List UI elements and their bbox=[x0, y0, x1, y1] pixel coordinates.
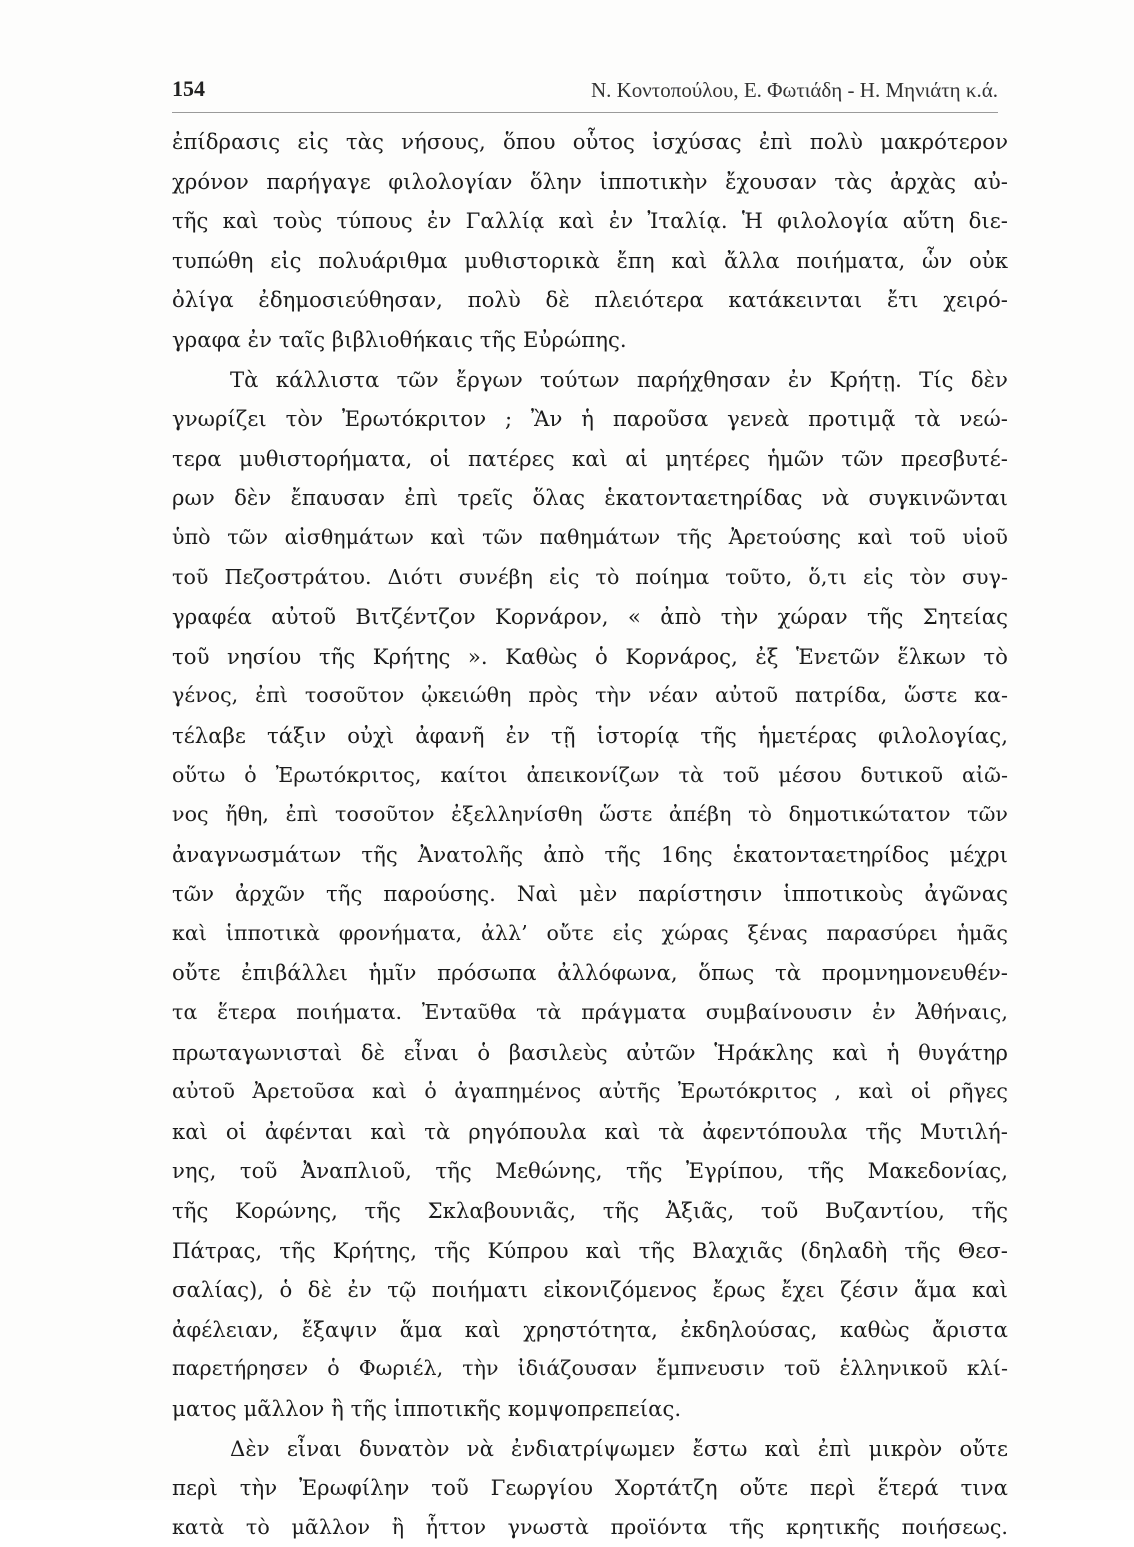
text-line: νης, τοῦ Ἀναπλιοῦ, τῆς Μεθώνης, τῆς Ἐγρίπου, τῆς Μακεδονίας, bbox=[172, 1158, 1008, 1184]
text-line: ἀναγνωσμάτων τῆς Ἀνατολῆς ἀπὸ τῆς 16ης ἑκατονταετηρίδος μέχρι bbox=[172, 841, 1008, 867]
text-line: γνωρίζει τὸν Ἐρωτόκριτον ; Ἂν ἡ παροῦσα γενεὰ προτιμᾷ τὰ νεώ- bbox=[172, 406, 1008, 432]
running-title: Ν. Κοντοπούλου, Ε. Φωτιάδη - Η. Μηνιάτη κ.ά. bbox=[590, 78, 998, 102]
text-line: τῶν ἀρχῶν τῆς παρούσης. Ναὶ μὲν παρίστησιν ἱπποτικοὺς ἀγῶνας bbox=[172, 881, 1008, 907]
text-line: τέλαβε τάξιν οὐχὶ ἀφανῆ ἐν τῇ ἱστορίᾳ τῆς ἡμετέρας φιλολογίας, bbox=[172, 722, 1008, 748]
text-line: περὶ τὴν Ἐρωφίλην τοῦ Γεωργίου Χορτάτζη οὔτε περὶ ἕτερά τινα bbox=[172, 1475, 1008, 1501]
text-line: γραφα ἐν ταῖς βιβλιοθήκαις τῆς Εὐρώπης. bbox=[172, 326, 627, 352]
text-line: Πάτρας, τῆς Κρήτης, τῆς Κύπρου καὶ τῆς Βλαχιᾶς (δηλαδὴ τῆς Θεσ- bbox=[172, 1237, 1008, 1263]
text-line: ματος μᾶλλον ἢ τῆς ἱπποτικῆς κομψοπρεπείας. bbox=[172, 1396, 682, 1421]
body-text bbox=[172, 122, 1008, 1547]
paragraph-start-line: Τὰ κάλλιστα τῶν ἔργων τούτων παρήχθησαν ἐν Κρήτῃ. Τίς δὲν bbox=[230, 366, 1008, 392]
text-line: τῆς Κορώνης, τῆς Σκλαβουνιᾶς, τῆς Ἀξιᾶς, τοῦ Βυζαντίου, τῆς bbox=[172, 1198, 1008, 1224]
text-line: καὶ ἱπποτικὰ φρονήματα, ἀλλ’ οὔτε εἰς χώρας ξένας παρασύρει ἡμᾶς bbox=[172, 920, 1008, 945]
text-line: ἀφέλειαν, ἔξαψιν ἅμα καὶ χρηστότητα, ἐκδηλούσας, καθὼς ἄριστα bbox=[172, 1316, 1008, 1342]
text-line: ὑπὸ τῶν αἰσθημάτων καὶ τῶν παθημάτων τῆς Ἀρετούσης καὶ τοῦ υἱοῦ bbox=[172, 524, 1008, 549]
text-line: ἐπίδρασις εἰς τὰς νήσους, ὅπου οὗτος ἰσχύσας ἐπὶ πολὺ μακρότερον bbox=[172, 129, 1008, 154]
text-line: καὶ οἱ ἀφένται καὶ τὰ ρηγόπουλα καὶ τὰ ἀφεντόπουλα τῆς Μυτιλή- bbox=[172, 1118, 1008, 1144]
text-line: ρων δὲν ἔπαυσαν ἐπὶ τρεῖς ὅλας ἑκατονταετηρίδας νὰ συγκινῶνται bbox=[172, 485, 1008, 511]
text-line: τερα μυθιστορήματα, οἱ πατέρες καὶ αἱ μητέρες ἡμῶν τῶν πρεσβυτέ- bbox=[172, 445, 1008, 471]
text-line: οὕτω ὁ Ἐρωτόκριτος, καίτοι ἀπεικονίζων τὰ τοῦ μέσου δυτικοῦ αἰῶ- bbox=[172, 762, 1008, 787]
text-line: πρωταγωνισταὶ δὲ εἶναι ὁ βασιλεὺς αὐτῶν Ἡράκλης καὶ ἡ θυγάτηρ bbox=[172, 1039, 1008, 1065]
text-line: σαλίας), ὁ δὲ ἐν τῷ ποιήματι εἰκονιζόμενος ἔρως ἔχει ζέσιν ἅμα καὶ bbox=[172, 1277, 1008, 1303]
text-line: οὔτε ἐπιβάλλει ἡμῖν πρόσωπα ἀλλόφωνα, ὅπως τὰ προμνημονευθέν- bbox=[172, 960, 1008, 986]
text-line: γραφέα αὐτοῦ Βιτζέντζον Κορνάρον, « ἀπὸ τὴν χώραν τῆς Σητείας bbox=[172, 604, 1008, 630]
text-line: χρόνον παρήγαγε φιλολογίαν ὅλην ἱπποτικὴν ἔχουσαν τὰς ἀρχὰς αὐ- bbox=[172, 168, 1008, 194]
text-line: τοῦ Πεζοστράτου. Διότι συνέβη εἰς τὸ ποίημα τοῦτο, ὅ,τι εἰς τὸν συγ- bbox=[172, 564, 1008, 589]
text-line: παρετήρησεν ὁ Φωριέλ, τὴν ἰδιάζουσαν ἔμπνευσιν τοῦ ἑλληνικοῦ κλί- bbox=[172, 1356, 1008, 1381]
running-head bbox=[172, 76, 998, 113]
paragraph-start-line: Δὲν εἶναι δυνατὸν νὰ ἐνδιατρίψωμεν ἔστω καὶ ἐπὶ μικρὸν οὔτε bbox=[230, 1435, 1008, 1461]
text-line: τα ἕτερα ποιήματα. Ἐνταῦθα τὰ πράγματα συμβαίνουσιν ἐν Ἀθήναις, bbox=[172, 1000, 1008, 1025]
text-line: τοῦ νησίου τῆς Κρήτης ». Καθὼς ὁ Κορνάρος, ἐξ Ἑνετῶν ἕλκων τὸ bbox=[172, 643, 1008, 669]
text-line: κατὰ τὸ μᾶλλον ἢ ἧττον γνωστὰ προϊόντα τῆς κρητικῆς ποιήσεως. bbox=[172, 1514, 1008, 1539]
text-line: αὐτοῦ Ἀρετοῦσα καὶ ὁ ἀγαπημένος αὐτῆς Ἐρωτόκριτος , καὶ οἱ ρῆγες bbox=[172, 1079, 1008, 1104]
text-line: ὀλίγα ἐδημοσιεύθησαν, πολὺ δὲ πλειότερα κατάκεινται ἔτι χειρό- bbox=[172, 287, 1008, 313]
text-line: νος ἤθη, ἐπὶ τοσοῦτον ἐξελληνίσθη ὥστε ἀπέβη τὸ δημοτικώτατον τῶν bbox=[172, 802, 1008, 827]
text-line: τυπώθη εἰς πολυάριθμα μυθιστορικὰ ἔπη καὶ ἄλλα ποιήματα, ὧν οὐκ bbox=[172, 247, 1008, 273]
page-number: 154 bbox=[172, 76, 205, 101]
text-line: τῆς καὶ τοὺς τύπους ἐν Γαλλίᾳ καὶ ἐν Ἰταλίᾳ. Ἡ φιλολογία αὕτη διε- bbox=[172, 208, 1008, 234]
text-line: γένος, ἐπὶ τοσοῦτον ᾠκειώθη πρὸς τὴν νέαν αὐτοῦ πατρίδα, ὥστε κα- bbox=[172, 683, 1008, 708]
